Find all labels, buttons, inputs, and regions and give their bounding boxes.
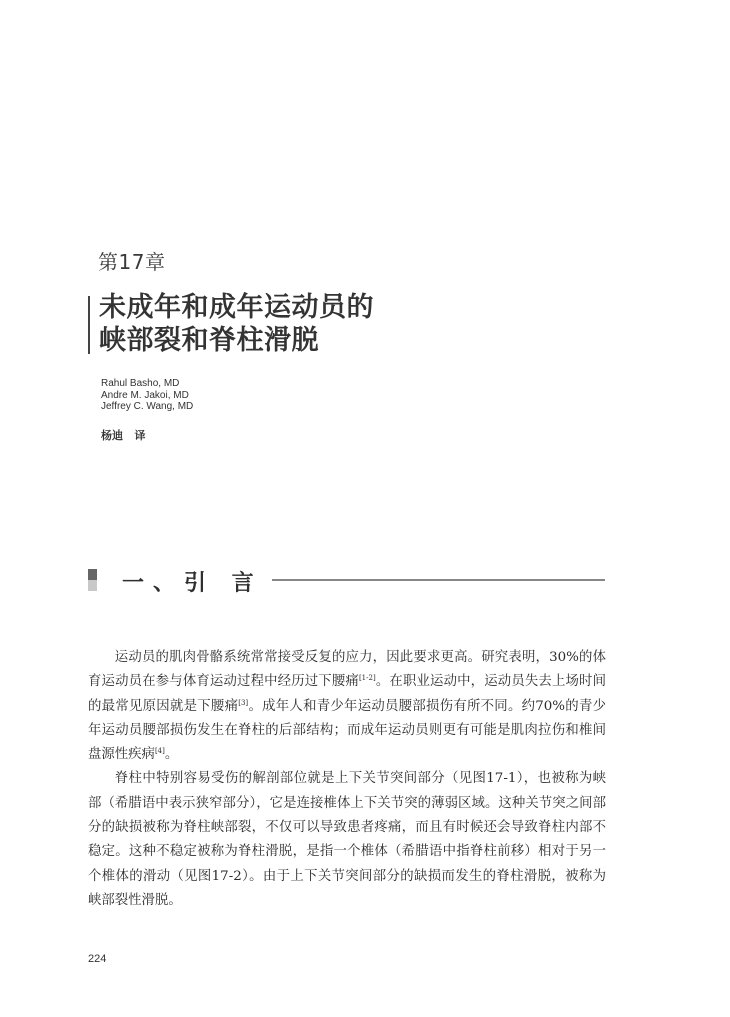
- paragraph: 脊柱中特别容易受伤的解剖部位就是上下关节突间部分（见图17-1），也被称为峡部（希腊语中表示狭窄部分），它是连接椎体上下关节突的薄弱区域。这种关节突之间部分的缺损被称为脊柱峡部裂，不仅可以导致患者疼痛，而且有时候还会导致脊柱内部不稳定。这种不稳定被称为脊柱滑脱，是指一个椎体（希腊语中指脊柱前移）相对于另一个椎体的滑动（见图17-2）。由于上下关节突间部分的缺损而发生的脊柱滑脱，被称为峡部裂性滑脱。: [88, 771, 606, 908]
- page-number: 224: [88, 953, 107, 965]
- body-text: [88, 646, 606, 913]
- citation-ref: [1-2]: [358, 674, 376, 683]
- author-list: [101, 378, 193, 413]
- section-marker: [88, 569, 97, 591]
- chapter-title: [99, 291, 374, 357]
- author-name: Rahul Basho, MD: [101, 378, 180, 389]
- citation-ref: [3]: [238, 698, 249, 707]
- chapter-title-line-2: 峡部裂和脊柱滑脱: [99, 325, 319, 356]
- title-accent-bar: [88, 296, 90, 354]
- chapter-label: 第17章: [98, 250, 166, 274]
- section-divider: [272, 579, 605, 581]
- section-heading: 一、引 言: [122, 571, 263, 596]
- author-name: Jeffrey C. Wang, MD: [101, 401, 194, 412]
- paragraph: 运动员的肌肉骨骼系统常常接受反复的应力，因此要求更高。研究表明，30%的体育运动员在参与体育运动过程中经历过下腰痛[1-2]。在职业运动中，运动员失去上场时间的最常见原因就是下腰痛[3]。成年人和青少年运动员腰部损伤有所不同。约70%的青少年运动员腰部损伤发生在脊柱的后部结构；而成年运动员则更有可能是肌肉拉伤和椎间盘源性疾病[4]。: [88, 650, 607, 763]
- translator-credit: 杨迪 译: [101, 429, 146, 442]
- citation-ref: [4]: [154, 747, 165, 756]
- chapter-title-line-1: 未成年和成年运动员的: [99, 292, 374, 323]
- author-name: Andre M. Jakoi, MD: [101, 389, 189, 401]
